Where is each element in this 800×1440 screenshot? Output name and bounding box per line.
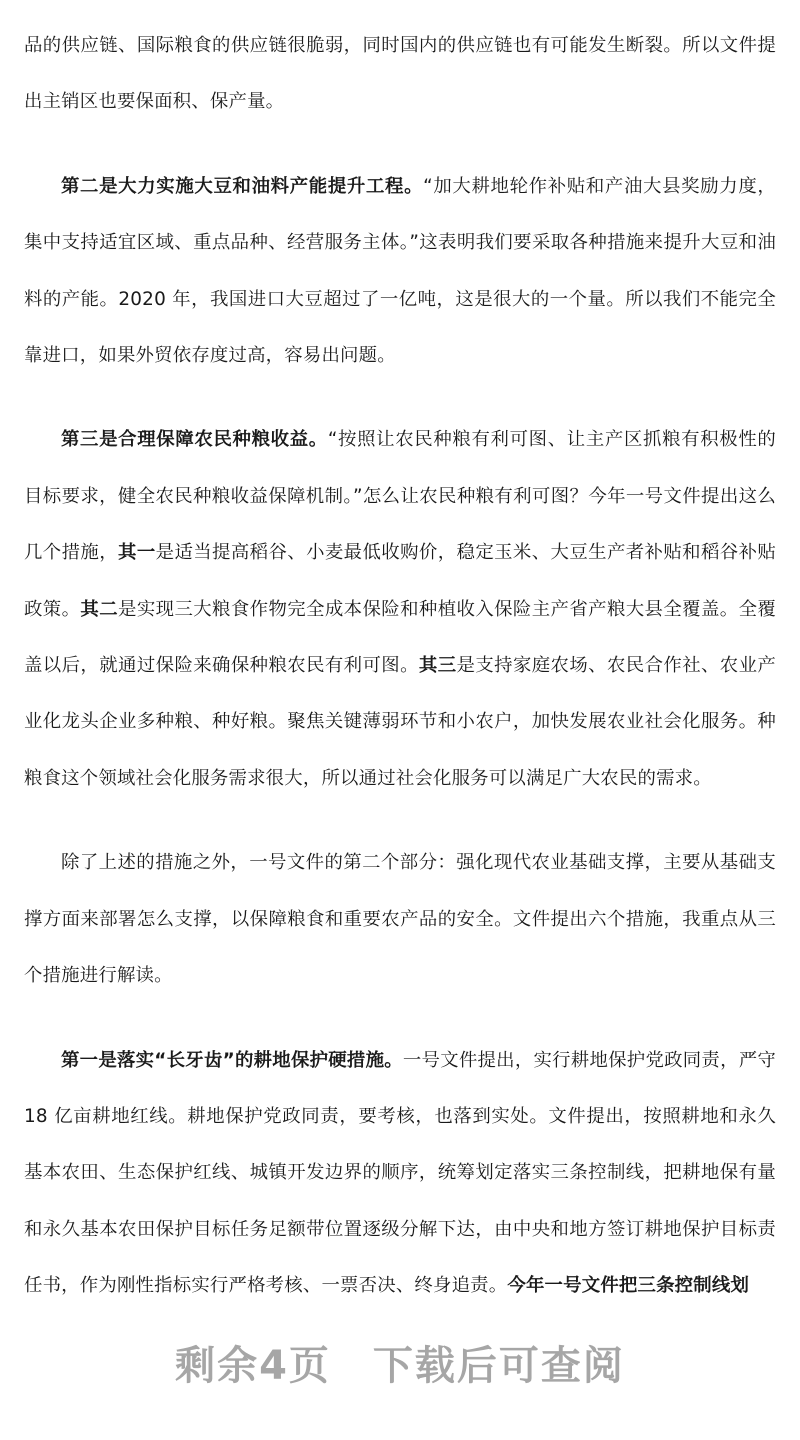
- item-marker: 其三: [418, 655, 457, 677]
- paragraph-text: 一号文件提出，实行耕地保护党政同责，严守 18 亿亩耕地红线。耕地保护党政同责，要考核，也落到实处。文件提出，按照耕地和永久基本农田、生态保护红线、城镇开发边界的顺序，统筹划定落实三条控制线，把耕地保有量和永久基本农田保护目标任务足额带位置逐级分解下达，由中央和地方签订耕地保护目标责任书，作为刚性指标实行严格考核、一票否决、终身追责。: [24, 1049, 776, 1297]
- paragraph-5: [24, 1033, 776, 1315]
- emphasis-text: 今年一号文件把三条控制线划: [507, 1275, 750, 1297]
- paragraph-text: 除了上述的措施之外，一号文件的第二个部分：强化现代农业基础支撑，主要从基础支撑方面来部署怎么支撑，以保障粮食和重要农产品的安全。文件提出六个措施，我重点从三个措施进行解读。: [24, 852, 776, 987]
- paragraph-1: [24, 18, 776, 131]
- paragraph-text: 是实现三大粮食作物完全成本保险和种植收入保险主产省产粮大县全覆盖。全覆盖以后，就通过保险来确保种粮农民有利可图。: [24, 598, 776, 677]
- section-heading: 第三是合理保障农民种粮收益。: [61, 429, 328, 451]
- paragraph-text: “按照让农民种粮有利可图、让主产区抓粮有积极性的目标要求，健全农民种粮收益保障机制。”怎么让农民种粮有利可图？今年一号文件提出这么几个措施，: [24, 429, 776, 564]
- paragraph-text: “加大耕地轮作补贴和产油大县奖励力度，集中支持适宜区域、重点品种、经营服务主体。”这表明我们要采取各种措施来提升大豆和油料的产能。2020 年，我国进口大豆超过了一亿吨，这是很大的一个量。所以我们不能完全靠进口，如果外贸依存度过高，容易出问题。: [24, 175, 776, 367]
- download-prompt-banner[interactable]: 剩余4页 下载后可查阅: [175, 1343, 625, 1389]
- item-marker: 其一: [118, 542, 156, 564]
- paragraph-2: [24, 159, 776, 385]
- item-marker: 其二: [80, 598, 119, 620]
- section-heading: 第一是落实“长牙齿”的耕地保护硬措施。: [61, 1049, 403, 1071]
- paragraph-text: 是适当提高稻谷、小麦最低收购价，稳定玉米、大豆生产者补贴和稻谷补贴政策。: [24, 542, 776, 620]
- paragraph-text: 是支持家庭农场、农民合作社、农业产业化龙头企业多种粮、种好粮。聚焦关键薄弱环节和小农户，加快发展农业社会化服务。种粮食这个领域社会化服务需求很大，所以通过社会化服务可以满足广大农民的需求。: [24, 655, 777, 789]
- section-heading: 第二是大力实施大豆和油料产能提升工程。: [61, 175, 424, 197]
- document-body: [24, 18, 776, 1315]
- paragraph-3: [24, 412, 776, 807]
- paragraph-4: [24, 835, 776, 1004]
- paragraph-text: 品的供应链、国际粮食的供应链很脆弱，同时国内的供应链也有可能发生断裂。所以文件提出主销区也要保面积、保产量。: [24, 35, 776, 113]
